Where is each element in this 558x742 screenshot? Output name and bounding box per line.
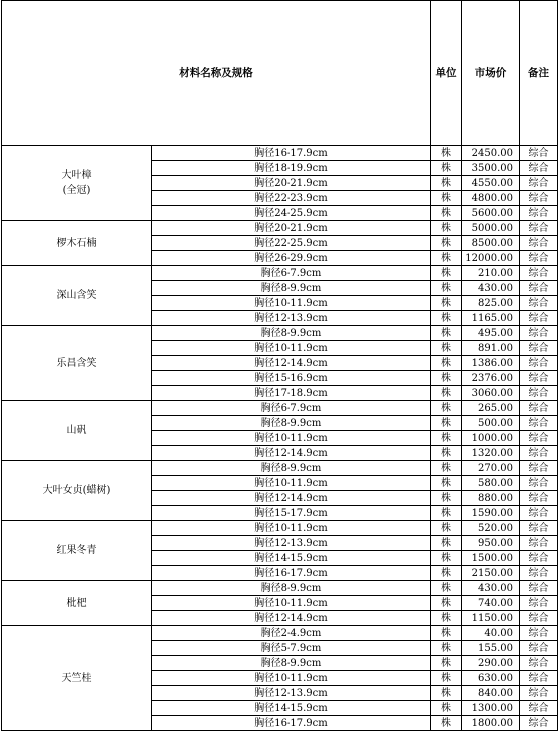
spec-cell: 胸径15-17.9cm: [152, 506, 431, 521]
note-cell: 综合: [520, 611, 558, 626]
material-name-cell: 椤木石楠: [2, 221, 152, 266]
market-price-cell: 880.00: [462, 491, 520, 506]
note-cell: 综合: [520, 581, 558, 596]
note-cell: 综合: [520, 686, 558, 701]
market-price-cell: 1165.00: [462, 311, 520, 326]
header-note: 备注: [520, 1, 558, 146]
spec-cell: 胸径12-14.9cm: [152, 491, 431, 506]
market-price-cell: 891.00: [462, 341, 520, 356]
spec-cell: 胸径8-9.9cm: [152, 461, 431, 476]
note-cell: 综合: [520, 356, 558, 371]
note-cell: 综合: [520, 416, 558, 431]
spec-cell: 胸径12-13.9cm: [152, 536, 431, 551]
note-cell: 综合: [520, 221, 558, 236]
market-price-cell: 12000.00: [462, 251, 520, 266]
market-price-cell: 2150.00: [462, 566, 520, 581]
spec-cell: 胸径10-11.9cm: [152, 341, 431, 356]
note-cell: 综合: [520, 551, 558, 566]
note-cell: 综合: [520, 251, 558, 266]
market-price-cell: 3060.00: [462, 386, 520, 401]
table-row: [2, 146, 558, 161]
spec-cell: 胸径10-11.9cm: [152, 296, 431, 311]
spec-cell: 胸径12-14.9cm: [152, 611, 431, 626]
table-row: [2, 401, 558, 416]
note-cell: 综合: [520, 191, 558, 206]
unit-cell: 株: [431, 326, 462, 341]
market-price-cell: 4800.00: [462, 191, 520, 206]
spec-cell: 胸径15-16.9cm: [152, 371, 431, 386]
material-name-cell: 乐昌含笑: [2, 326, 152, 401]
spec-cell: 胸径10-11.9cm: [152, 521, 431, 536]
spec-cell: 胸径6-7.9cm: [152, 266, 431, 281]
price-sheet: [1, 0, 557, 731]
unit-cell: 株: [431, 551, 462, 566]
note-cell: 综合: [520, 626, 558, 641]
unit-cell: 株: [431, 296, 462, 311]
material-name-cell: 天竺桂: [2, 626, 152, 731]
market-price-cell: 2376.00: [462, 371, 520, 386]
unit-cell: 株: [431, 206, 462, 221]
unit-cell: 株: [431, 431, 462, 446]
note-cell: 综合: [520, 536, 558, 551]
unit-cell: 株: [431, 356, 462, 371]
note-cell: 综合: [520, 476, 558, 491]
note-cell: 综合: [520, 206, 558, 221]
market-price-cell: 1320.00: [462, 446, 520, 461]
spec-cell: 胸径26-29.9cm: [152, 251, 431, 266]
table-row: [2, 266, 558, 281]
unit-cell: 株: [431, 461, 462, 476]
market-price-cell: 630.00: [462, 671, 520, 686]
market-price-cell: 4550.00: [462, 176, 520, 191]
header-unit: 单位: [431, 1, 462, 146]
unit-cell: 株: [431, 476, 462, 491]
spec-cell: 胸径20-21.9cm: [152, 176, 431, 191]
unit-cell: 株: [431, 611, 462, 626]
market-price-cell: 290.00: [462, 656, 520, 671]
note-cell: 综合: [520, 641, 558, 656]
table-header-row: [2, 1, 558, 146]
market-price-cell: 1500.00: [462, 551, 520, 566]
material-name-cell: 山矾: [2, 401, 152, 461]
header-material-name: 材料名称及规格: [2, 1, 431, 146]
spec-cell: 胸径12-14.9cm: [152, 356, 431, 371]
unit-cell: 株: [431, 401, 462, 416]
note-cell: 综合: [520, 281, 558, 296]
note-cell: 综合: [520, 266, 558, 281]
market-price-cell: 8500.00: [462, 236, 520, 251]
spec-cell: 胸径14-15.9cm: [152, 551, 431, 566]
spec-cell: 胸径18-19.9cm: [152, 161, 431, 176]
note-cell: 综合: [520, 596, 558, 611]
unit-cell: 株: [431, 236, 462, 251]
unit-cell: 株: [431, 191, 462, 206]
market-price-cell: 2450.00: [462, 146, 520, 161]
note-cell: 综合: [520, 716, 558, 731]
table-row: [2, 326, 558, 341]
unit-cell: 株: [431, 656, 462, 671]
note-cell: 综合: [520, 236, 558, 251]
note-cell: 综合: [520, 506, 558, 521]
unit-cell: 株: [431, 566, 462, 581]
table-body: [2, 146, 558, 731]
market-price-cell: 1386.00: [462, 356, 520, 371]
material-name-cell: 大叶女贞(蜡树): [2, 461, 152, 521]
market-price-cell: 1300.00: [462, 701, 520, 716]
unit-cell: 株: [431, 221, 462, 236]
unit-cell: 株: [431, 386, 462, 401]
table-row: [2, 626, 558, 641]
header-market-price: 市场价: [462, 1, 520, 146]
market-price-cell: 155.00: [462, 641, 520, 656]
spec-cell: 胸径22-23.9cm: [152, 191, 431, 206]
market-price-cell: 1150.00: [462, 611, 520, 626]
material-name-cell: 深山含笑: [2, 266, 152, 326]
market-price-cell: 430.00: [462, 281, 520, 296]
market-price-cell: 430.00: [462, 581, 520, 596]
market-price-cell: 5600.00: [462, 206, 520, 221]
unit-cell: 株: [431, 521, 462, 536]
spec-cell: 胸径10-11.9cm: [152, 671, 431, 686]
spec-cell: 胸径12-14.9cm: [152, 446, 431, 461]
note-cell: 综合: [520, 491, 558, 506]
market-price-cell: 840.00: [462, 686, 520, 701]
spec-cell: 胸径8-9.9cm: [152, 281, 431, 296]
market-price-cell: 5000.00: [462, 221, 520, 236]
price-table: [1, 0, 558, 731]
market-price-cell: 1800.00: [462, 716, 520, 731]
note-cell: 综合: [520, 341, 558, 356]
note-cell: 综合: [520, 311, 558, 326]
unit-cell: 株: [431, 686, 462, 701]
market-price-cell: 270.00: [462, 461, 520, 476]
note-cell: 综合: [520, 656, 558, 671]
spec-cell: 胸径16-17.9cm: [152, 566, 431, 581]
note-cell: 综合: [520, 671, 558, 686]
spec-cell: 胸径5-7.9cm: [152, 641, 431, 656]
spec-cell: 胸径10-11.9cm: [152, 431, 431, 446]
market-price-cell: 3500.00: [462, 161, 520, 176]
unit-cell: 株: [431, 416, 462, 431]
unit-cell: 株: [431, 536, 462, 551]
note-cell: 综合: [520, 701, 558, 716]
market-price-cell: 40.00: [462, 626, 520, 641]
table-row: [2, 221, 558, 236]
spec-cell: 胸径20-21.9cm: [152, 221, 431, 236]
spec-cell: 胸径8-9.9cm: [152, 581, 431, 596]
market-price-cell: 520.00: [462, 521, 520, 536]
spec-cell: 胸径17-18.9cm: [152, 386, 431, 401]
market-price-cell: 495.00: [462, 326, 520, 341]
unit-cell: 株: [431, 446, 462, 461]
note-cell: 综合: [520, 566, 558, 581]
spec-cell: 胸径14-15.9cm: [152, 701, 431, 716]
table-row: [2, 461, 558, 476]
unit-cell: 株: [431, 281, 462, 296]
spec-cell: 胸径2-4.9cm: [152, 626, 431, 641]
spec-cell: 胸径24-25.9cm: [152, 206, 431, 221]
note-cell: 综合: [520, 161, 558, 176]
spec-cell: 胸径6-7.9cm: [152, 401, 431, 416]
table-row: [2, 581, 558, 596]
spec-cell: 胸径16-17.9cm: [152, 146, 431, 161]
spec-cell: 胸径8-9.9cm: [152, 326, 431, 341]
note-cell: 综合: [520, 431, 558, 446]
note-cell: 综合: [520, 371, 558, 386]
unit-cell: 株: [431, 341, 462, 356]
note-cell: 综合: [520, 326, 558, 341]
note-cell: 综合: [520, 176, 558, 191]
spec-cell: 胸径8-9.9cm: [152, 656, 431, 671]
unit-cell: 株: [431, 716, 462, 731]
spec-cell: 胸径8-9.9cm: [152, 416, 431, 431]
material-name-cell: 大叶樟 (全冠): [2, 146, 152, 221]
note-cell: 综合: [520, 461, 558, 476]
unit-cell: 株: [431, 581, 462, 596]
unit-cell: 株: [431, 161, 462, 176]
market-price-cell: 1000.00: [462, 431, 520, 446]
spec-cell: 胸径12-13.9cm: [152, 686, 431, 701]
note-cell: 综合: [520, 296, 558, 311]
market-price-cell: 210.00: [462, 266, 520, 281]
market-price-cell: 500.00: [462, 416, 520, 431]
note-cell: 综合: [520, 146, 558, 161]
unit-cell: 株: [431, 701, 462, 716]
note-cell: 综合: [520, 521, 558, 536]
market-price-cell: 950.00: [462, 536, 520, 551]
note-cell: 综合: [520, 386, 558, 401]
market-price-cell: 580.00: [462, 476, 520, 491]
unit-cell: 株: [431, 506, 462, 521]
material-name-cell: 红果冬青: [2, 521, 152, 581]
unit-cell: 株: [431, 626, 462, 641]
spec-cell: 胸径22-25.9cm: [152, 236, 431, 251]
unit-cell: 株: [431, 311, 462, 326]
unit-cell: 株: [431, 371, 462, 386]
market-price-cell: 1590.00: [462, 506, 520, 521]
material-name-cell: 枇杷: [2, 581, 152, 626]
spec-cell: 胸径10-11.9cm: [152, 476, 431, 491]
unit-cell: 株: [431, 491, 462, 506]
unit-cell: 株: [431, 251, 462, 266]
unit-cell: 株: [431, 146, 462, 161]
spec-cell: 胸径12-13.9cm: [152, 311, 431, 326]
market-price-cell: 740.00: [462, 596, 520, 611]
unit-cell: 株: [431, 596, 462, 611]
table-row: [2, 521, 558, 536]
spec-cell: 胸径10-11.9cm: [152, 596, 431, 611]
market-price-cell: 825.00: [462, 296, 520, 311]
unit-cell: 株: [431, 641, 462, 656]
note-cell: 综合: [520, 401, 558, 416]
spec-cell: 胸径16-17.9cm: [152, 716, 431, 731]
unit-cell: 株: [431, 671, 462, 686]
unit-cell: 株: [431, 266, 462, 281]
market-price-cell: 265.00: [462, 401, 520, 416]
unit-cell: 株: [431, 176, 462, 191]
note-cell: 综合: [520, 446, 558, 461]
